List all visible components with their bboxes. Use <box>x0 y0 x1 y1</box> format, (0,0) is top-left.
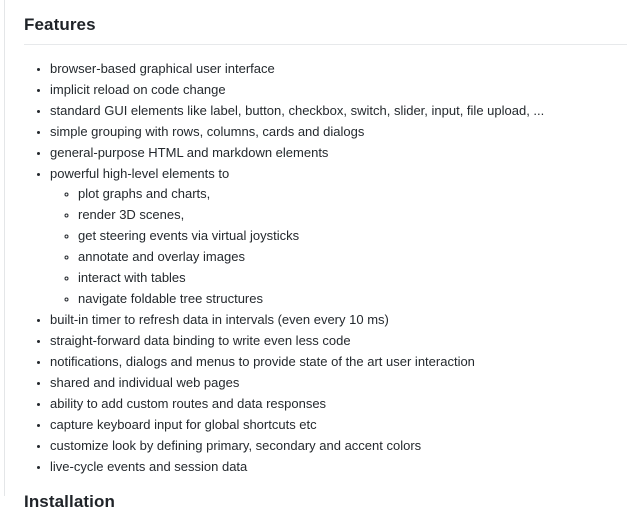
feature-subitem: ◦ plot graphs and charts, <box>78 184 627 204</box>
feature-item: • straight-forward data binding to write even less code <box>50 331 627 351</box>
feature-item: • ability to add custom routes and data responses <box>50 394 627 414</box>
feature-item: • general-purpose HTML and markdown elements <box>50 143 627 163</box>
feature-item: • live-cycle events and session data <box>50 457 627 477</box>
feature-item: • powerful high-level elements to ◦ plot graphs and charts, ◦ render 3D scenes, ◦ get steering events via virtual joysticks ◦ annotate and overlay images ◦ interact with tables ◦ navigate foldable tree structures <box>50 164 627 309</box>
feature-item: • built-in timer to refresh data in intervals (even every 10 ms) <box>50 310 627 330</box>
feature-item: • capture keyboard input for global shortcuts etc <box>50 415 627 435</box>
feature-item: • customize look by defining primary, secondary and accent colors <box>50 436 627 456</box>
feature-item: • browser-based graphical user interface <box>50 59 627 79</box>
feature-sublist <box>50 184 627 309</box>
feature-item: • implicit reload on code change <box>50 80 627 100</box>
section-heading-installation: Installation <box>24 492 115 511</box>
readme-page <box>4 0 635 511</box>
feature-subitem: ◦ interact with tables <box>78 268 627 288</box>
features-list <box>24 59 627 477</box>
feature-subitem: ◦ get steering events via virtual joysticks <box>78 226 627 246</box>
feature-subitem: ◦ render 3D scenes, <box>78 205 627 225</box>
feature-item: • standard GUI elements like label, button, checkbox, switch, slider, input, file upload, ... <box>50 101 627 121</box>
feature-item: • simple grouping with rows, columns, cards and dialogs <box>50 122 627 142</box>
feature-subitem: ◦ navigate foldable tree structures <box>78 289 627 309</box>
feature-item: • shared and individual web pages <box>50 373 627 393</box>
section-heading-features: Features <box>24 13 627 45</box>
feature-subitem: ◦ annotate and overlay images <box>78 247 627 267</box>
feature-item: • notifications, dialogs and menus to provide state of the art user interaction <box>50 352 627 372</box>
